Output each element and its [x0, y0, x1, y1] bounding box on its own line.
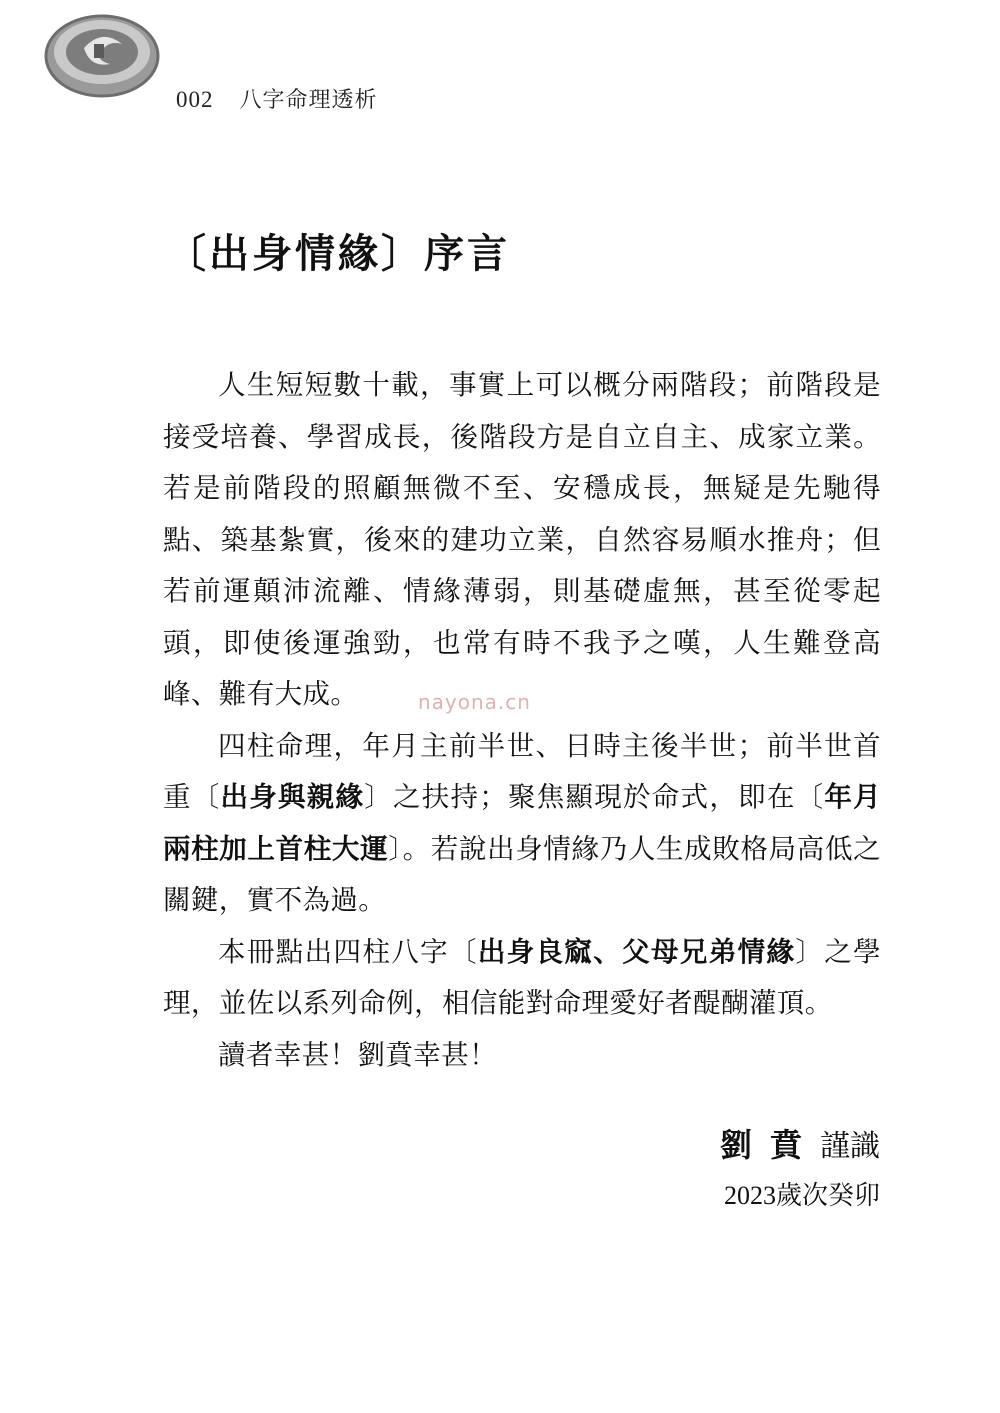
paragraph-text: 人生短短數十載，事實上可以概分兩階段；前階段是接受培養、學習成長，後階段方是自立自主、成家立業。若是前階段的照顧無微不至、安穩成長，無疑是先馳得點、築基紮實，後來的建功立業，自然容易順水推舟；但若前運顛沛流離、情緣薄弱，則基礎虛無，甚至從零起頭，即使後運強勁，也常有時不我予之嘆，人生難登高峰、難有大成。 [163, 369, 881, 710]
paragraph-text: 本冊點出四柱八字〔 [218, 935, 478, 968]
publisher-logo [44, 8, 162, 98]
paragraph-text: 〕。若說出身情緣乃人生成敗格局高低之關鍵，實不為過。 [163, 832, 881, 916]
emphasis-text: 出身良窳、父母兄弟情緣 [477, 935, 796, 968]
author-suffix: 謹識 [820, 1129, 880, 1164]
paragraph-text: 〕之扶持；聚焦顯現於命式，即在〔 [364, 781, 825, 813]
paragraph [163, 360, 881, 721]
paragraph-text: 四柱命理，年月主前半世、日時主後半世；前半世首重〔 [163, 729, 881, 813]
book-title: 八字命理透析 [239, 88, 378, 113]
emphasis-text: 年月兩柱加上首柱大運 [163, 781, 881, 865]
chapter-title: 〔出身情緣〕序言 [166, 231, 510, 277]
paragraph [163, 721, 881, 927]
preface-body [163, 360, 881, 1081]
paragraph [163, 927, 881, 1030]
running-header [176, 83, 378, 114]
date-line: 2023歲次癸卯 [723, 1181, 880, 1210]
page-number: 002 [176, 87, 214, 112]
emphasis-text: 出身與親緣 [220, 781, 365, 813]
watermark: nayona.cn [418, 690, 531, 714]
signature-block [720, 1118, 880, 1218]
paragraph-text: 〕之學理，並佐以系列命例，相信能對命理愛好者醍醐灌頂。 [163, 935, 881, 1019]
paragraph [163, 1030, 881, 1082]
author-name: 劉賁 [719, 1126, 820, 1164]
author-line [720, 1118, 880, 1174]
paragraph-text: 讀者幸甚！劉賁幸甚！ [218, 1038, 497, 1071]
